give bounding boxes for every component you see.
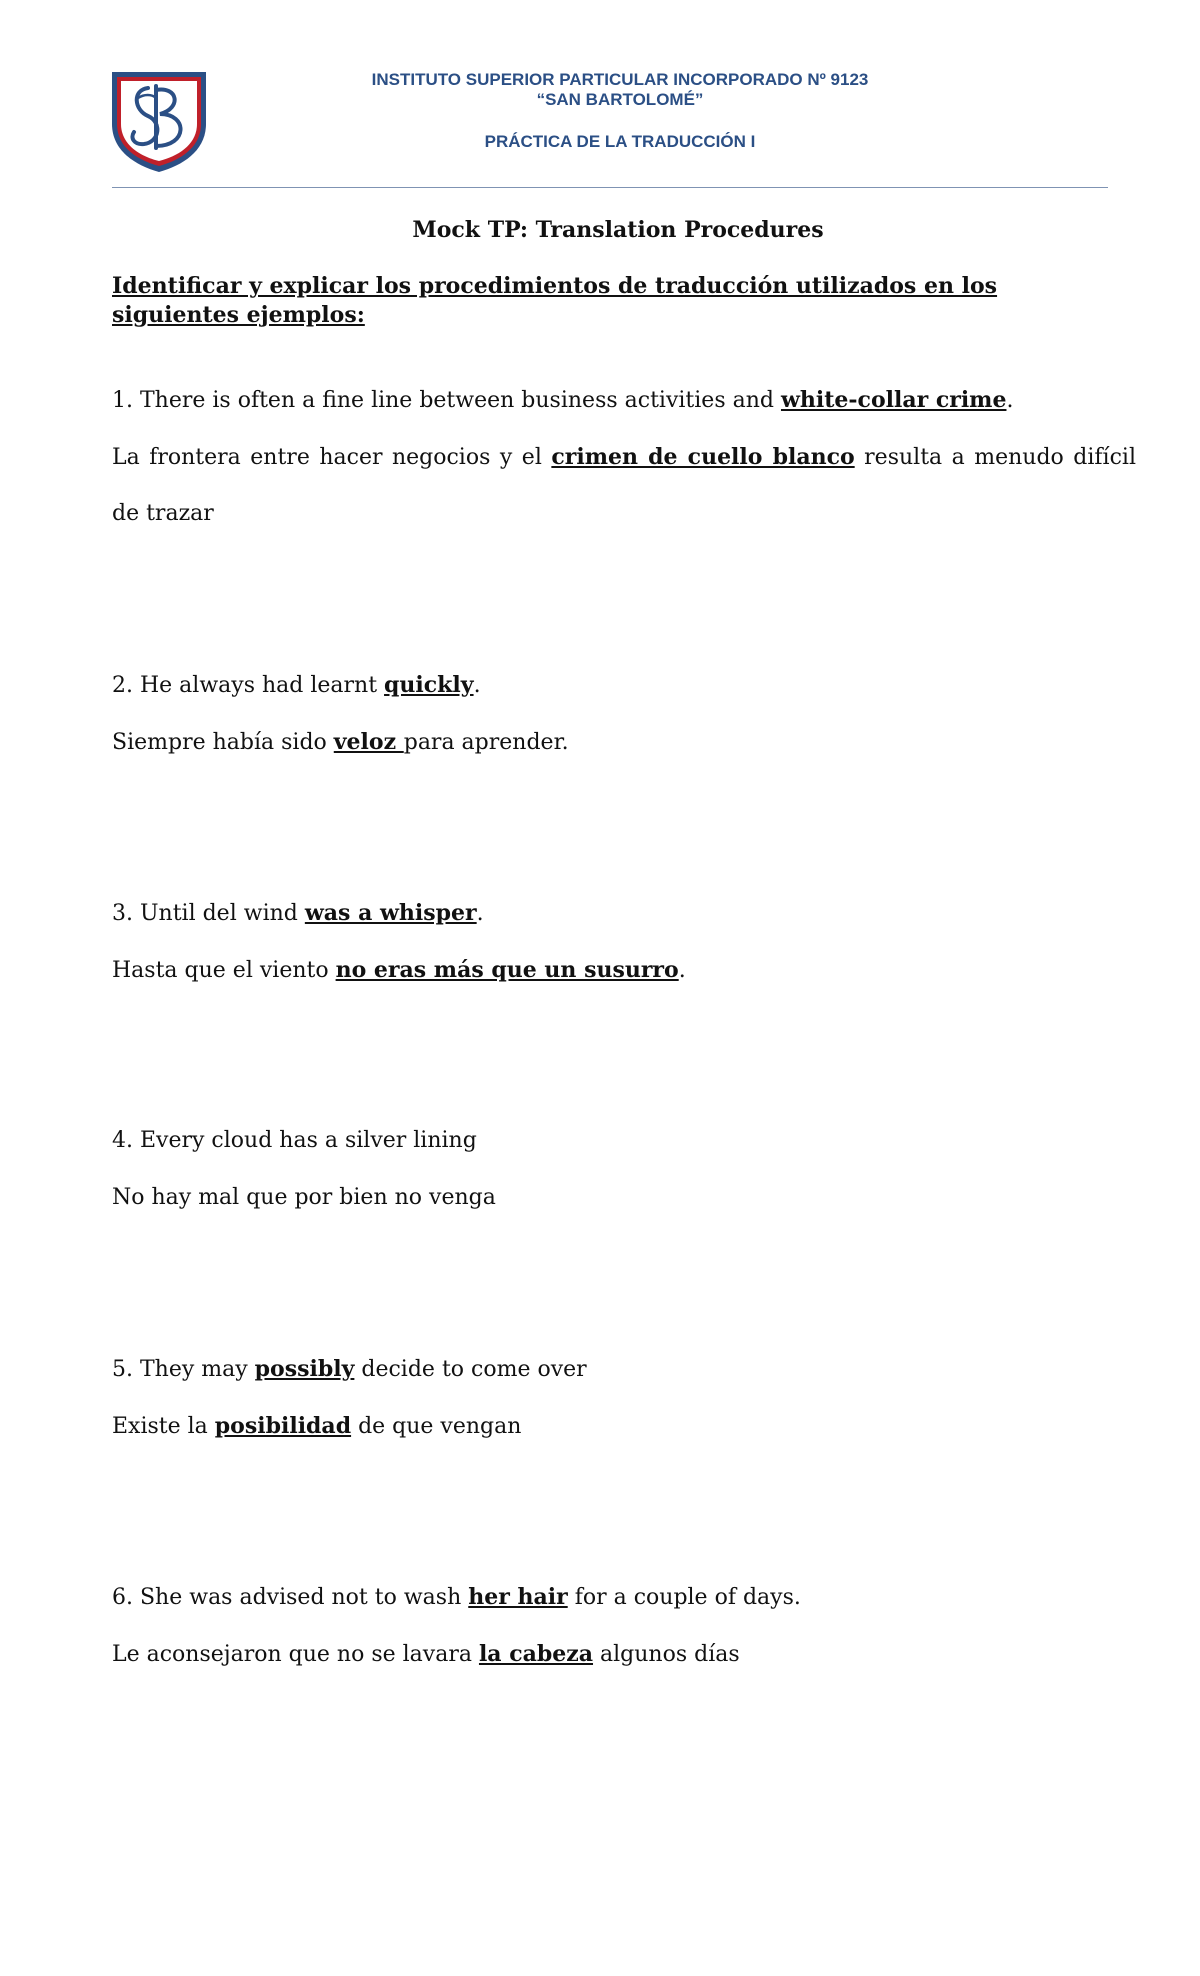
- exercise-1-spanish: La frontera entre hacer negocios y el crimen de cuello blanco resulta a menudo difícil: [112, 444, 1136, 470]
- exercise-3-spanish: Hasta que el viento no eras más que un susurro.: [112, 957, 686, 983]
- exercise-2-spanish: Siempre había sido veloz para aprender.: [112, 729, 569, 755]
- exercise-5-spanish-key-term: posibilidad: [214, 1413, 352, 1439]
- institute-name: INSTITUTO SUPERIOR PARTICULAR INCORPORADO Nº 9123: [371, 70, 869, 89]
- institute-subname: “SAN BARTOLOMÉ”: [536, 90, 704, 109]
- exercise-6-spanish: Le aconsejaron que no se lavara la cabeza algunos días: [112, 1641, 740, 1667]
- exercise-4-spanish: No hay mal que por bien no venga: [112, 1185, 496, 1210]
- exercise-1-english-key-term: white-collar crime: [780, 387, 1007, 413]
- exercise-5-spanish: Existe la posibilidad de que vengan: [112, 1413, 522, 1439]
- exercise-2-english: 2. He always had learnt quickly.: [112, 672, 481, 698]
- exercise-2-english-key-term: quickly: [384, 672, 474, 698]
- document-title: Mock TP: Translation Procedures: [412, 217, 824, 243]
- exercise-1-spanish-key-term: crimen de cuello blanco: [551, 444, 855, 470]
- header-divider: [112, 187, 1108, 188]
- exercise-1-english: 1. There is often a fine line between business activities and white-collar crime.: [112, 387, 1014, 413]
- course-name: PRÁCTICA DE LA TRADUCCIÓN I: [484, 132, 756, 151]
- exercise-3-english-key-term: was a whisper: [304, 900, 477, 926]
- exercise-1-spanish-continued: de trazar: [112, 501, 214, 526]
- exercise-6-english-key-term: her hair: [468, 1584, 568, 1610]
- exercise-2-spanish-key-term: veloz: [333, 729, 404, 755]
- exercise-3-spanish-key-term: no eras más que un susurro: [335, 957, 679, 983]
- instructions-heading: Identificar y explicar los procedimientos de traducción utilizados en los siguientes ejemplos:: [112, 273, 998, 328]
- institute-logo-icon: [108, 68, 210, 174]
- exercise-6-english: 6. She was advised not to wash her hair for a couple of days.: [112, 1584, 801, 1610]
- exercise-6-spanish-key-term: la cabeza: [478, 1641, 594, 1667]
- exercise-5-english: 5. They may possibly decide to come over: [112, 1356, 587, 1382]
- exercise-4-english: 4. Every cloud has a silver lining: [112, 1128, 477, 1153]
- exercise-3-english: 3. Until del wind was a whisper.: [112, 900, 484, 926]
- exercise-5-english-key-term: possibly: [254, 1356, 355, 1382]
